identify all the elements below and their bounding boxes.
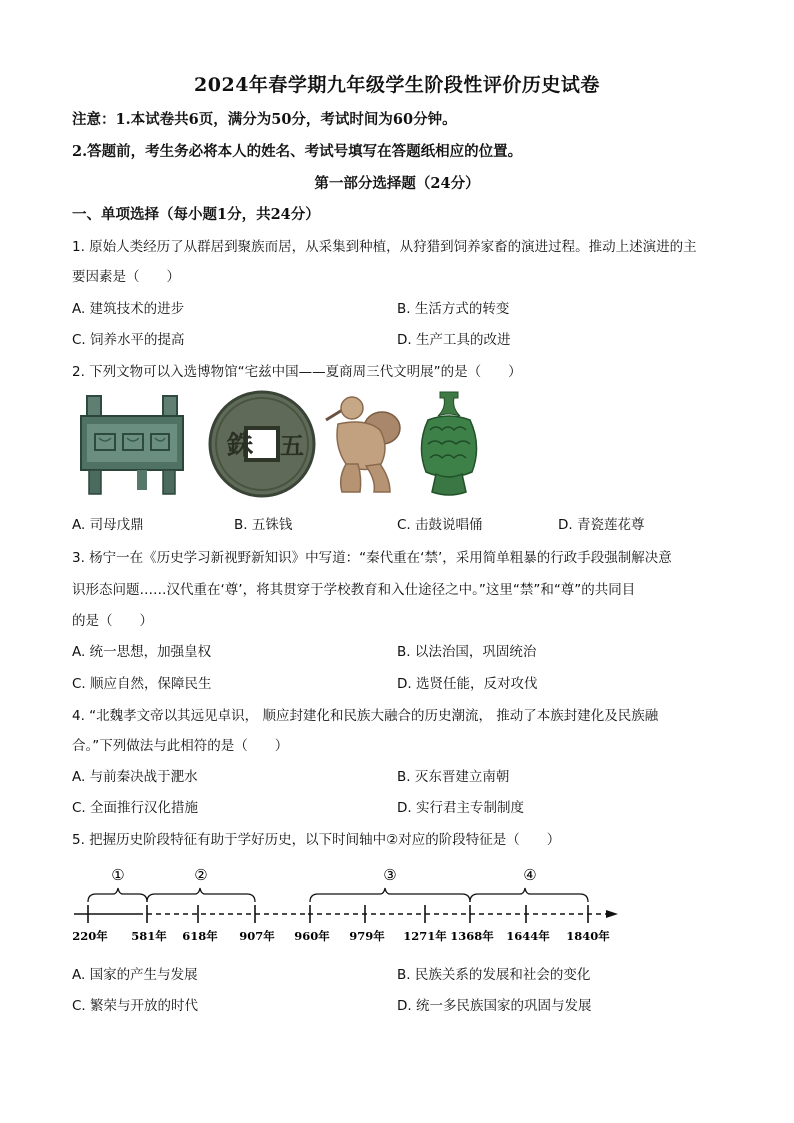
q2-option-b: B. 五铢钱 <box>234 517 293 533</box>
q1-option-d: D. 生产工具的改进 <box>397 332 511 348</box>
q4-option-c: C. 全面推行汉化措施 <box>72 800 199 816</box>
period-4-marker: ④ <box>523 866 537 884</box>
coin-left-glyph: 銖 <box>227 431 254 461</box>
q1-option-c: C. 饲养水平的提高 <box>72 332 185 348</box>
note-line-1: 注意：1.本试卷共6页，满分为50分，考试时间为60分钟。 <box>72 111 457 128</box>
part-title: 第一部分选择题（24分） <box>314 175 480 192</box>
tick-label: 907年 <box>239 929 275 943</box>
period-3-marker: ③ <box>383 866 397 884</box>
coin-image <box>207 390 317 498</box>
tick-label: 618年 <box>182 929 218 943</box>
q4-stem-line2: 合。”下列做法与此相符的是（ ） <box>72 738 289 754</box>
q3-stem-line1: 3. 杨宁一在《历史学习新视野新知识》中写道：“秦代重在‘禁’，采用简单粗暴的行政手段强制解决意 <box>72 550 672 566</box>
celadon-vessel-image <box>418 390 480 498</box>
timeline-diagram <box>68 858 628 948</box>
q4-stem-line1: 4. “北魏孝文帝以其远见卓识， 顺应封建化和民族大融合的历史潮流， 推动了本族封建化及民族融 <box>72 708 659 724</box>
section-title: 一、单项选择（每小题1分，共24分） <box>72 206 320 223</box>
q1-option-b: B. 生活方式的转变 <box>397 301 510 317</box>
q3-option-b: B. 以法治国，巩固统治 <box>397 644 537 660</box>
q2-stem: 2. 下列文物可以入选博物馆“宅兹中国——夏商周三代文明展”的是（ ） <box>72 364 522 380</box>
q4-option-b: B. 灭东晋建立南朝 <box>397 769 510 785</box>
coin-right-glyph: 五 <box>280 431 304 460</box>
q3-option-c: C. 顺应自然，保障民生 <box>72 676 212 692</box>
tick-label: 1644年 <box>506 929 550 943</box>
q3-stem-line2: 识形态问题……汉代重在‘尊’，将其贯穿于学校教育和入仕途径之中。”这里“禁”和“尊”的共同目 <box>72 582 636 598</box>
q3-option-d: D. 选贤任能，反对攻伐 <box>397 676 538 692</box>
bronze-ding-image <box>77 390 187 498</box>
q3-stem-line3: 的是（ ） <box>72 613 153 629</box>
q1-stem-line1: 1. 原始人类经历了从群居到聚族而居，从采集到种植，从狩猎到饲养家畜的演进过程。推动上述演进的主 <box>72 239 697 255</box>
q5-option-d: D. 统一多民族国家的巩固与发展 <box>397 998 592 1014</box>
period-1-marker: ① <box>111 866 125 884</box>
tick-label: 1840年 <box>566 929 610 943</box>
q1-option-a: A. 建筑技术的进步 <box>72 301 185 317</box>
tick-label: 1368年 <box>450 929 494 943</box>
q5-option-b: B. 民族关系的发展和社会的变化 <box>397 967 591 983</box>
q2-option-d: D. 青瓷莲花尊 <box>558 517 645 533</box>
q5-stem: 5. 把握历史阶段特征有助于学好历史，以下时间轴中②对应的阶段特征是（ ） <box>72 832 561 848</box>
tick-label: 220年 <box>72 929 108 943</box>
period-2-marker: ② <box>194 866 208 884</box>
drummer-figurine-image <box>322 390 412 498</box>
q1-stem-line2: 要因素是（ ） <box>72 269 180 285</box>
q4-option-d: D. 实行君主专制制度 <box>397 800 524 816</box>
tick-label: 979年 <box>349 929 385 943</box>
tick-label: 1271年 <box>403 929 447 943</box>
q2-option-c: C. 击鼓说唱俑 <box>397 517 483 533</box>
note-line-2: 2.答题前，考生务必将本人的姓名、考试号填写在答题纸相应的位置。 <box>72 143 523 160</box>
q5-option-c: C. 繁荣与开放的时代 <box>72 998 199 1014</box>
tick-label: 581年 <box>131 929 167 943</box>
q4-option-a: A. 与前秦决战于淝水 <box>72 769 198 785</box>
exam-title: 2024年春学期九年级学生阶段性评价历史试卷 <box>194 74 600 96</box>
tick-label: 960年 <box>294 929 330 943</box>
q2-option-a: A. 司母戊鼎 <box>72 517 144 533</box>
q3-option-a: A. 统一思想，加强皇权 <box>72 644 212 660</box>
q5-option-a: A. 国家的产生与发展 <box>72 967 198 983</box>
